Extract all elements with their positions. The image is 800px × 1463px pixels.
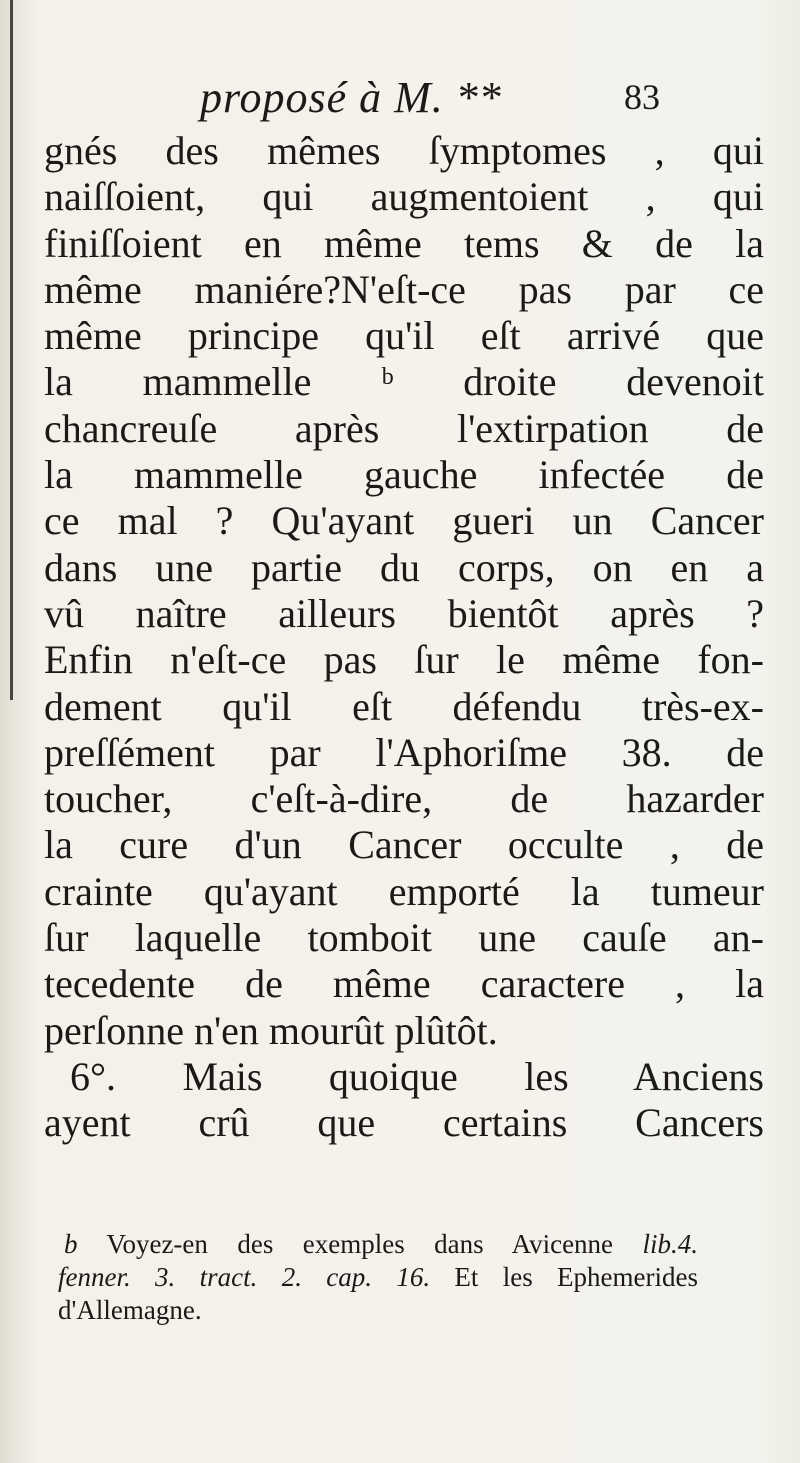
footnote-line: d'Allemagne. <box>58 1295 202 1325</box>
footnote-reference: lib.4. <box>642 1229 698 1259</box>
text-line: preſſément par l'Aphoriſme 38. de <box>44 729 764 775</box>
binding-edge <box>10 0 13 700</box>
text-line: perſonne n'en mourût plûtôt. <box>44 1007 498 1053</box>
text-line: gnés des mêmes ſymptomes , qui <box>44 128 764 173</box>
text-line: crainte qu'ayant emporté la tumeur <box>44 868 764 914</box>
text-line: même principe qu'il eſt arrivé que <box>44 313 764 359</box>
text-line: chancreuſe après l'extirpation de <box>44 405 764 451</box>
footnote <box>58 1228 698 1327</box>
text-line: ſur laquelle tomboit une cauſe an- <box>44 915 764 961</box>
text-line: naiſſoient, qui augmentoient , qui <box>44 174 764 220</box>
footnote-text: Voyez-en des exemples dans Avicenne <box>77 1229 643 1259</box>
running-head: proposé à M. ** <box>200 73 502 122</box>
text-line: tecedente de même caractere , la <box>44 961 764 1007</box>
body-text <box>44 128 764 1147</box>
page-header <box>200 72 660 132</box>
text-line: toucher, c'eſt-à-dire, de hazarder <box>44 776 764 822</box>
text-line: dement qu'il eſt défendu très-ex- <box>44 683 764 729</box>
text-line: finiſſoient en même tems & de la <box>44 220 764 266</box>
text-line: Enfin n'eſt-ce pas ſur le même fon- <box>44 637 764 683</box>
text-line: ayent crû que certains Cancers <box>44 1100 764 1146</box>
text-line: dans une partie du corps, on en a <box>44 544 764 590</box>
text-line: vû naître ailleurs bientôt après ? <box>44 590 764 636</box>
text-line: même maniére?N'eſt-ce pas par ce <box>44 266 764 312</box>
footnote-text: Et les Ephemerides <box>430 1262 698 1292</box>
footnote-line <box>58 1261 698 1294</box>
text-line: la cure d'un Cancer occulte , de <box>44 822 764 868</box>
footnote-line <box>58 1228 698 1261</box>
text-line: la mammelle ᵇ droite devenoit <box>44 359 764 405</box>
page-number: 83 <box>624 77 660 117</box>
paragraph-start-line: 6°. Mais quoique les Anciens <box>70 1053 764 1099</box>
text-line: la mammelle gauche infectée de <box>44 452 764 498</box>
footnote-reference: fenner. 3. tract. 2. cap. 16. <box>58 1262 431 1292</box>
footnote-marker: b <box>64 1229 78 1259</box>
text-line: ce mal ? Qu'ayant gueri un Cancer <box>44 498 764 544</box>
